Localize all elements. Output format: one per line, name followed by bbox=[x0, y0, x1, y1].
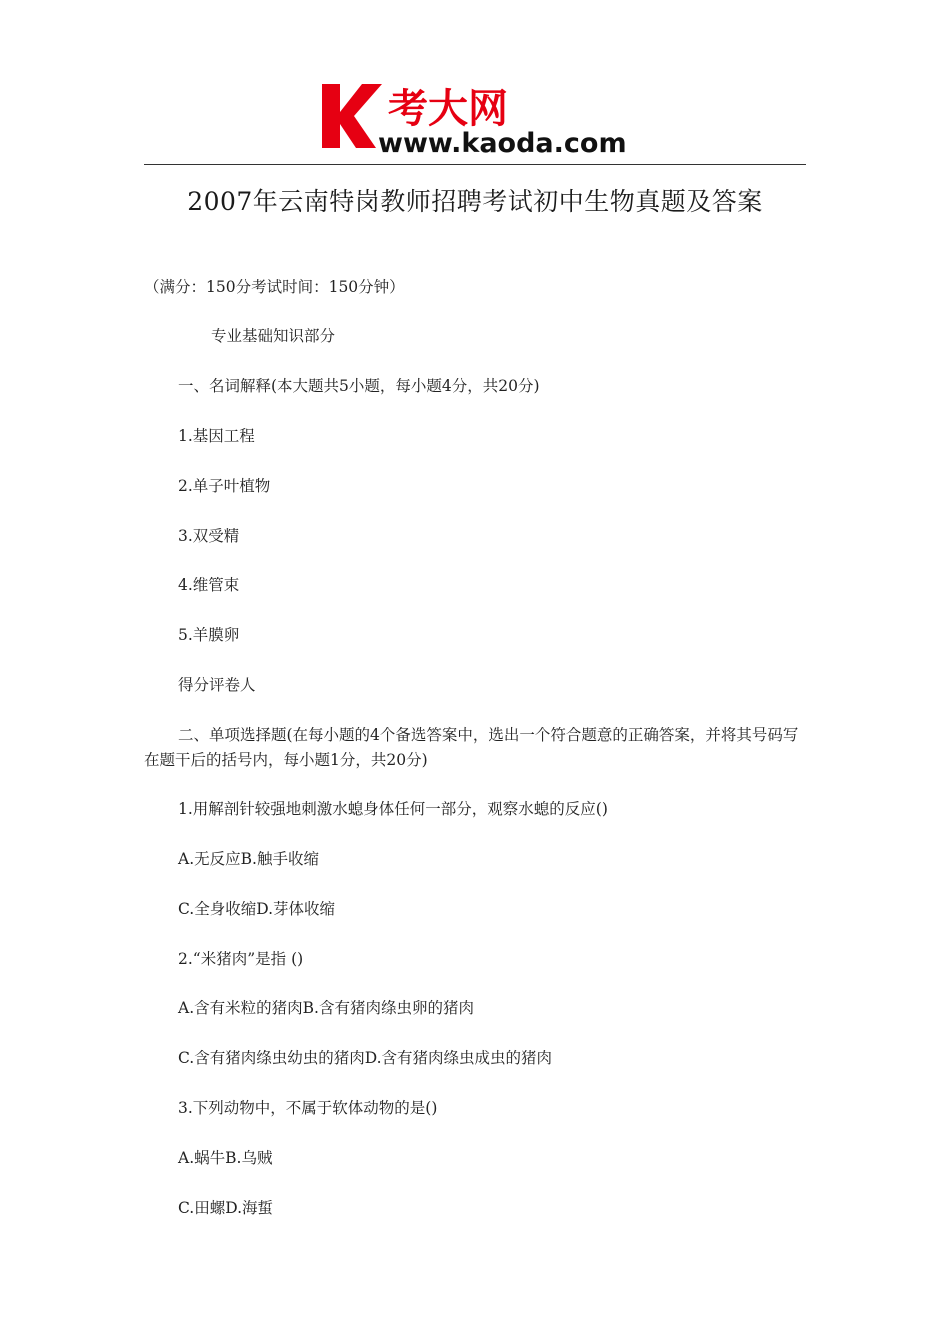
question-stem: 1.用解剖针较强地刺激水螅身体任何一部分，观察水螅的反应() bbox=[178, 800, 608, 818]
term-item: 5.羊膜卵 bbox=[178, 626, 240, 644]
question-option: C.含有猪肉绦虫幼虫的猪肉D.含有猪肉绦虫成虫的猪肉 bbox=[178, 1049, 553, 1067]
question-option: A.蜗牛B.乌贼 bbox=[178, 1149, 273, 1167]
score-reviewer-label: 得分评卷人 bbox=[178, 676, 256, 694]
logo-k-shape bbox=[322, 84, 382, 148]
question-stem: 2.“米猪肉”是指 () bbox=[178, 950, 304, 968]
question-stem: 3.下列动物中，不属于软体动物的是() bbox=[178, 1099, 438, 1117]
exam-meta: （满分：150分考试时间：150分钟） bbox=[144, 278, 405, 296]
question-option: C.田螺D.海蜇 bbox=[178, 1199, 274, 1217]
term-item: 2.单子叶植物 bbox=[178, 477, 271, 495]
term-item: 4.维管束 bbox=[178, 576, 240, 594]
header-divider bbox=[144, 164, 806, 165]
site-logo bbox=[318, 78, 638, 158]
term-item: 1.基因工程 bbox=[178, 427, 255, 445]
section-heading-2: 二、单项选择题(在每小题的4个备选答案中，选出一个符合题意的正确答案，并将其号码写在题干后的括号内，每小题1分，共20分) bbox=[144, 726, 799, 769]
question-option: A.无反应B.触手收缩 bbox=[178, 850, 319, 868]
logo-name-text: 考大网 bbox=[388, 86, 508, 132]
document-title: 2007年云南特岗教师招聘考试初中生物真题及答案 bbox=[187, 187, 763, 216]
logo-url-text: www.kaoda.com bbox=[378, 128, 627, 158]
section-heading-1: 一、名词解释(本大题共5小题，每小题4分，共20分) bbox=[178, 377, 540, 395]
question-option: A.含有米粒的猪肉B.含有猪肉绦虫卵的猪肉 bbox=[178, 999, 474, 1017]
question-option: C.全身收缩D.芽体收缩 bbox=[178, 900, 336, 918]
part-label: 专业基础知识部分 bbox=[211, 327, 336, 345]
kaoda-logo-graphic bbox=[318, 78, 638, 158]
term-item: 3.双受精 bbox=[178, 527, 240, 545]
